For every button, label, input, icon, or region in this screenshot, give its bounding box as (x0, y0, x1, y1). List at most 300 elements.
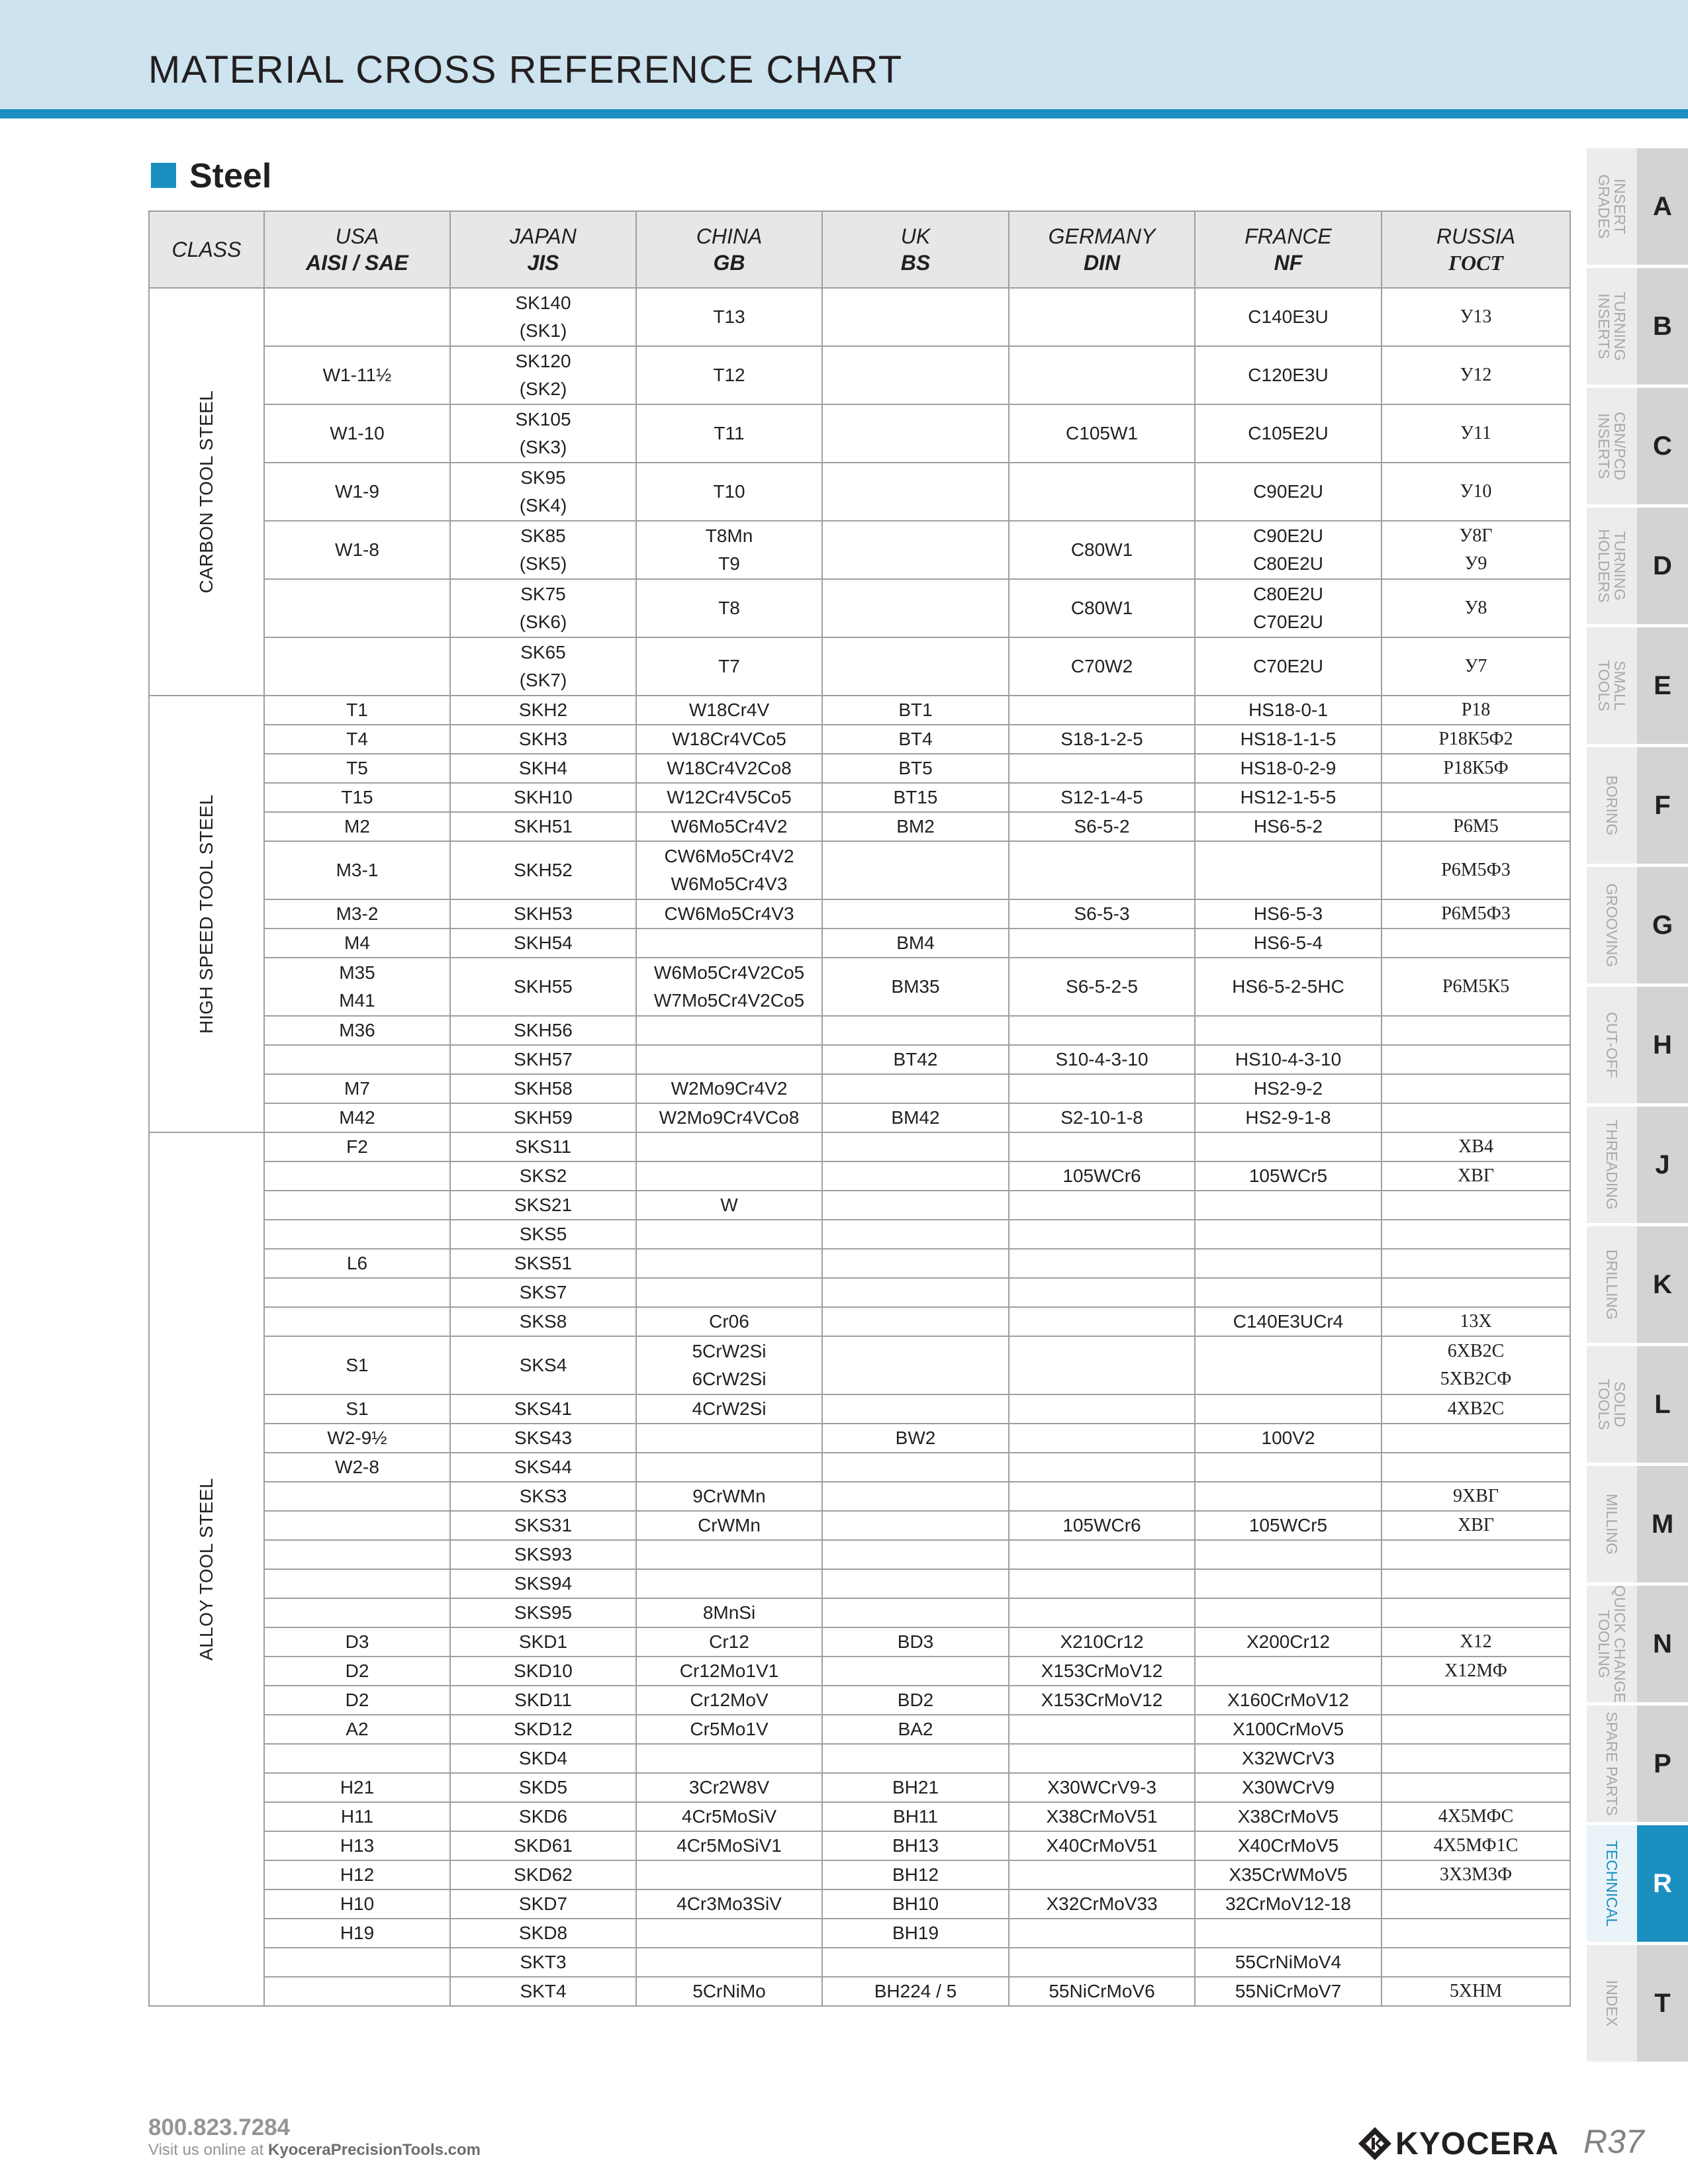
tab-t[interactable] (1587, 1945, 1688, 2062)
table-cell: T11 (636, 404, 822, 463)
tab-label: TURNING INSERTS (1595, 291, 1628, 361)
table-cell: W18Cr4V (636, 696, 822, 725)
table-cell (1195, 1453, 1382, 1482)
class-cell (149, 288, 264, 696)
table-cell: BT4 (822, 725, 1009, 754)
tab-h[interactable] (1587, 987, 1688, 1103)
tab-a[interactable] (1587, 148, 1688, 265)
tab-label: TURNING HOLDERS (1595, 529, 1628, 603)
table-cell (1009, 1307, 1195, 1336)
table-cell: SKH59 (450, 1103, 636, 1132)
table-cell: W1-10 (264, 404, 450, 463)
tab-text-area (1587, 1945, 1637, 2062)
table-cell: T13 (636, 288, 822, 346)
table-cell: M7 (264, 1074, 450, 1103)
tab-c[interactable] (1587, 388, 1688, 504)
table-row (149, 1540, 1570, 1569)
cross-reference-table-wrap (148, 210, 1571, 2007)
tab-text-area (1587, 388, 1637, 504)
table-cell: C70E2U (1195, 637, 1382, 696)
tab-text-area (1587, 1226, 1637, 1343)
table-cell (264, 1744, 450, 1773)
table-row (149, 1161, 1570, 1191)
table-cell (264, 1161, 450, 1191)
table-cell: W2-9½ (264, 1424, 450, 1453)
table-cell: W18Cr4V2Co8 (636, 754, 822, 783)
table-cell: HS18-0-2-9 (1195, 754, 1382, 783)
table-cell (1009, 1569, 1195, 1598)
table-cell: BM35 (822, 958, 1009, 1016)
table-cell (636, 1132, 822, 1161)
column-country: UK (900, 224, 931, 248)
table-cell: X38CrMoV5 (1195, 1802, 1382, 1831)
table-cell: BM42 (822, 1103, 1009, 1132)
table-cell: SKH3 (450, 725, 636, 754)
table-cell (636, 958, 822, 1016)
table-cell (1382, 1569, 1570, 1598)
table-cell: BH19 (822, 1919, 1009, 1948)
table-cell: SKH2 (450, 696, 636, 725)
table-cell: SKS31 (450, 1511, 636, 1540)
table-cell: SKD7 (450, 1889, 636, 1919)
table-cell: M3-2 (264, 899, 450, 929)
table-cell (450, 404, 636, 463)
table-cell (1009, 1540, 1195, 1569)
column-country: JAPAN (510, 224, 577, 248)
class-cell (149, 1132, 264, 2006)
tab-label: SPARE PARTS (1603, 1711, 1620, 1816)
table-cell (450, 346, 636, 404)
table-cell: HS2-9-2 (1195, 1074, 1382, 1103)
table-cell (636, 1860, 822, 1889)
table-cell (636, 1919, 822, 1948)
cell-line: T9 (718, 553, 740, 574)
table-cell (822, 1744, 1009, 1773)
tab-letter: N (1637, 1586, 1688, 1702)
table-cell (264, 1482, 450, 1511)
table-cell (1382, 1278, 1570, 1307)
tab-label: TECHNICAL (1603, 1840, 1620, 1927)
table-cell (1382, 783, 1570, 812)
column-header (1009, 211, 1195, 288)
table-cell: У13 (1382, 288, 1570, 346)
table-cell: Р6М5Ф3 (1382, 841, 1570, 899)
table-cell: 8MnSi (636, 1598, 822, 1627)
table-cell: S2-10-1-8 (1009, 1103, 1195, 1132)
table-row (149, 1598, 1570, 1627)
table-cell (822, 404, 1009, 463)
table-cell: Р6М5К5 (1382, 958, 1570, 1016)
table-cell: BT15 (822, 783, 1009, 812)
table-cell (264, 1948, 450, 1977)
table-cell: X153CrMoV12 (1009, 1657, 1195, 1686)
tab-l[interactable] (1587, 1346, 1688, 1463)
table-cell (822, 899, 1009, 929)
column-standard: ГОСТ (1448, 251, 1503, 275)
table-cell: C80W1 (1009, 579, 1195, 637)
table-cell: У10 (1382, 463, 1570, 521)
header-rule (0, 109, 1688, 118)
table-cell (1195, 579, 1382, 637)
table-cell: L6 (264, 1249, 450, 1278)
table-cell (636, 1045, 822, 1074)
table-cell (636, 1278, 822, 1307)
column-header (1195, 211, 1382, 288)
table-cell (450, 288, 636, 346)
table-cell: 9CrWMn (636, 1482, 822, 1511)
tab-letter: A (1637, 148, 1688, 265)
kyocera-logo-mark-icon (1357, 2126, 1393, 2161)
table-cell: У7 (1382, 637, 1570, 696)
table-cell: 105WCr5 (1195, 1511, 1382, 1540)
column-header (636, 211, 822, 288)
cell-line: M41 (339, 990, 375, 1011)
table-cell (822, 1453, 1009, 1482)
table-cell: C90E2U (1195, 463, 1382, 521)
table-cell: BM2 (822, 812, 1009, 841)
table-cell (1195, 521, 1382, 579)
cross-reference-table (148, 210, 1571, 2007)
column-standard: GB (713, 251, 745, 275)
cell-line: W6Mo5Cr4V3 (671, 874, 788, 894)
table-row (149, 754, 1570, 783)
table-header (149, 211, 1570, 288)
table-cell: BW2 (822, 1424, 1009, 1453)
table-cell: HS6-5-4 (1195, 929, 1382, 958)
table-cell (264, 1540, 450, 1569)
table-cell: 9ХВГ (1382, 1482, 1570, 1511)
footer-web-link[interactable]: KyoceraPrecisionTools.com (268, 2141, 481, 2159)
section-title: Steel (189, 157, 272, 195)
table-cell: T10 (636, 463, 822, 521)
table-cell (822, 1016, 1009, 1045)
table-cell: SKD8 (450, 1919, 636, 1948)
table-cell: S18-1-2-5 (1009, 725, 1195, 754)
table-row (149, 1627, 1570, 1657)
table-cell: CW6Mo5Cr4V3 (636, 899, 822, 929)
table-cell: X160CrMoV12 (1195, 1686, 1382, 1715)
table-cell: Р6М5 (1382, 812, 1570, 841)
table-cell: SKD11 (450, 1686, 636, 1715)
table-cell (822, 1191, 1009, 1220)
table-cell (822, 1394, 1009, 1424)
table-row (149, 1919, 1570, 1948)
table-row (149, 637, 1570, 696)
table-cell: 5CrNiMo (636, 1977, 822, 2006)
table-cell (1195, 1394, 1382, 1424)
cell-line: CW6Mo5Cr4V2 (664, 846, 794, 866)
table-cell (1009, 1336, 1195, 1394)
table-cell: T4 (264, 725, 450, 754)
table-cell (1382, 1919, 1570, 1948)
table-cell (1195, 1336, 1382, 1394)
table-row (149, 899, 1570, 929)
table-cell: SKS5 (450, 1220, 636, 1249)
table-row (149, 1336, 1570, 1394)
table-cell (1382, 1220, 1570, 1249)
table-cell: 4CrW2Si (636, 1394, 822, 1424)
table-row (149, 1249, 1570, 1278)
table-cell: SKH55 (450, 958, 636, 1016)
table-cell (1195, 1278, 1382, 1307)
table-cell: 3Х3М3Ф (1382, 1860, 1570, 1889)
tab-d[interactable] (1587, 508, 1688, 624)
table-row (149, 1569, 1570, 1598)
table-cell (1382, 1598, 1570, 1627)
table-cell (1382, 1540, 1570, 1569)
tab-label: QUICK CHANGE TOOLING (1595, 1585, 1628, 1703)
table-row (149, 812, 1570, 841)
tab-letter: C (1637, 388, 1688, 504)
table-cell (450, 579, 636, 637)
table-cell: C140E3UCr4 (1195, 1307, 1382, 1336)
tab-e[interactable] (1587, 627, 1688, 744)
table-cell (1009, 1016, 1195, 1045)
table-row (149, 1132, 1570, 1161)
table-cell (1009, 1394, 1195, 1424)
table-row (149, 1074, 1570, 1103)
cell-line: 6ХВ2С (1447, 1341, 1505, 1361)
column-header (1382, 211, 1570, 288)
table-cell: HS2-9-1-8 (1195, 1103, 1382, 1132)
table-cell: T15 (264, 783, 450, 812)
table-row (149, 1511, 1570, 1540)
table-cell: S6-5-2-5 (1009, 958, 1195, 1016)
tab-b[interactable] (1587, 268, 1688, 385)
table-cell: H11 (264, 1802, 450, 1831)
table-cell: SKS8 (450, 1307, 636, 1336)
cell-line: (SK4) (519, 495, 567, 516)
table-cell (1009, 1249, 1195, 1278)
table-cell: W2Mo9Cr4V2 (636, 1074, 822, 1103)
table-cell: Р6М5Ф3 (1382, 899, 1570, 929)
table-cell: BH11 (822, 1802, 1009, 1831)
table-cell (1009, 1715, 1195, 1744)
cell-line: SK120 (515, 351, 571, 371)
table-row (149, 1482, 1570, 1511)
table-cell (1195, 841, 1382, 899)
table-cell: T7 (636, 637, 822, 696)
tab-text-area (1587, 148, 1637, 265)
table-cell (1195, 1132, 1382, 1161)
tab-text-area (1587, 867, 1637, 983)
table-cell: HS6-5-3 (1195, 899, 1382, 929)
tab-text-area (1587, 268, 1637, 385)
table-cell: Cr12 (636, 1627, 822, 1657)
table-cell (1382, 1045, 1570, 1074)
cell-line: M35 (339, 962, 375, 983)
cell-line: SK75 (520, 584, 566, 604)
table-row (149, 1686, 1570, 1715)
table-cell: Р18К5Ф2 (1382, 725, 1570, 754)
class-cell (149, 696, 264, 1132)
table-cell: F2 (264, 1132, 450, 1161)
table-row (149, 346, 1570, 404)
column-standard: NF (1274, 251, 1303, 275)
cell-line: T8Mn (705, 525, 753, 546)
cell-line: SK105 (515, 409, 571, 430)
table-row (149, 841, 1570, 899)
table-row (149, 1860, 1570, 1889)
cell-line: W6Mo5Cr4V2Co5 (653, 962, 805, 983)
tab-letter: L (1637, 1346, 1688, 1463)
tab-text-area (1587, 508, 1637, 624)
table-cell (264, 1191, 450, 1220)
tab-n[interactable] (1587, 1586, 1688, 1702)
cell-line: SK140 (515, 293, 571, 313)
cell-line: C80E2U (1253, 553, 1323, 574)
table-row (149, 929, 1570, 958)
table-cell: 4ХВ2С (1382, 1394, 1570, 1424)
cell-line: У8Г (1459, 525, 1493, 546)
table-cell: 55NiCrMoV7 (1195, 1977, 1382, 2006)
table-cell (822, 1278, 1009, 1307)
table-row (149, 404, 1570, 463)
table-cell (636, 841, 822, 899)
table-cell: SKS95 (450, 1598, 636, 1627)
table-cell (822, 521, 1009, 579)
table-cell: BT5 (822, 754, 1009, 783)
table-cell: H10 (264, 1889, 450, 1919)
column-header (264, 211, 450, 288)
table-row (149, 1424, 1570, 1453)
table-cell: 105WCr6 (1009, 1511, 1195, 1540)
table-cell (1009, 1278, 1195, 1307)
table-cell: HS6-5-2-5HC (1195, 958, 1382, 1016)
table-cell: 3Cr2W8V (636, 1773, 822, 1802)
table-cell: 4Cr5MoSiV1 (636, 1831, 822, 1860)
table-cell: SKS2 (450, 1161, 636, 1191)
table-cell (264, 1045, 450, 1074)
table-row (149, 1191, 1570, 1220)
table-cell (264, 1598, 450, 1627)
table-cell (636, 1540, 822, 1569)
table-cell (264, 637, 450, 696)
table-cell (1195, 1598, 1382, 1627)
table-cell: HS12-1-5-5 (1195, 783, 1382, 812)
table-cell (822, 1161, 1009, 1191)
table-cell (822, 1948, 1009, 1977)
table-cell: SKT4 (450, 1977, 636, 2006)
cell-line: C90E2U (1253, 525, 1323, 546)
table-cell (1195, 1016, 1382, 1045)
tab-text-area (1587, 1466, 1637, 1582)
table-cell: H19 (264, 1919, 450, 1948)
tab-letter: F (1637, 747, 1688, 864)
table-cell: T5 (264, 754, 450, 783)
tab-label: CBN/PCD INSERTS (1595, 412, 1628, 480)
table-cell: BD3 (822, 1627, 1009, 1657)
table-cell (822, 1657, 1009, 1686)
table-row (149, 1307, 1570, 1336)
tab-label: SMALL TOOLS (1595, 660, 1628, 711)
class-label: CARBON TOOL STEEL (196, 390, 216, 594)
table-cell: X153CrMoV12 (1009, 1686, 1195, 1715)
tab-label: DRILLING (1603, 1249, 1620, 1320)
table-cell (822, 463, 1009, 521)
tab-label: MILLING (1603, 1493, 1620, 1555)
table-cell (1009, 1948, 1195, 1977)
tab-text-area (1587, 1825, 1637, 1942)
column-country: USA (335, 224, 379, 248)
table-cell: W6Mo5Cr4V2 (636, 812, 822, 841)
table-cell (636, 1336, 822, 1394)
table-cell (636, 1220, 822, 1249)
table-cell (264, 958, 450, 1016)
table-cell: W12Cr4V5Co5 (636, 783, 822, 812)
tab-g[interactable] (1587, 867, 1688, 983)
tab-letter: M (1637, 1466, 1688, 1582)
table-cell (264, 1220, 450, 1249)
tab-r[interactable] (1587, 1825, 1688, 1942)
section-tabs (1587, 148, 1688, 2065)
table-cell: SKH57 (450, 1045, 636, 1074)
table-cell (1382, 1016, 1570, 1045)
table-cell (822, 579, 1009, 637)
table-cell: M36 (264, 1016, 450, 1045)
table-cell: SKD5 (450, 1773, 636, 1802)
table-cell: HS10-4-3-10 (1195, 1045, 1382, 1074)
table-cell (1009, 1132, 1195, 1161)
tab-p[interactable] (1587, 1706, 1688, 1822)
table-cell: M3-1 (264, 841, 450, 899)
table-cell: SKS41 (450, 1394, 636, 1424)
table-cell: M4 (264, 929, 450, 958)
table-cell (1009, 1074, 1195, 1103)
table-cell: SKS51 (450, 1249, 636, 1278)
table-row (149, 1773, 1570, 1802)
table-cell (1009, 1919, 1195, 1948)
table-cell: 55NiCrMoV6 (1009, 1977, 1195, 2006)
tab-label: THREADING (1603, 1120, 1620, 1210)
table-cell (636, 1744, 822, 1773)
tab-label: CUT-OFF (1603, 1012, 1620, 1078)
table-cell: BD2 (822, 1686, 1009, 1715)
table-cell (822, 1074, 1009, 1103)
table-row (149, 1016, 1570, 1045)
cell-line: C70E2U (1253, 612, 1323, 632)
tab-k[interactable] (1587, 1226, 1688, 1343)
table-cell: W1-11½ (264, 346, 450, 404)
cell-line: 5ХВ2СФ (1440, 1369, 1512, 1389)
table-cell: S1 (264, 1394, 450, 1424)
tab-j[interactable] (1587, 1107, 1688, 1223)
table-cell: C120E3U (1195, 346, 1382, 404)
table-cell: X100CrMoV5 (1195, 1715, 1382, 1744)
table-cell (1382, 1191, 1570, 1220)
table-cell (1009, 1191, 1195, 1220)
table-cell: SKS21 (450, 1191, 636, 1220)
table-row (149, 1045, 1570, 1074)
tab-m[interactable] (1587, 1466, 1688, 1582)
table-cell: SKH52 (450, 841, 636, 899)
table-cell: 105WCr6 (1009, 1161, 1195, 1191)
tab-f[interactable] (1587, 747, 1688, 864)
kyocera-logo (1357, 2126, 1559, 2161)
table-cell: SKH56 (450, 1016, 636, 1045)
table-cell: W (636, 1191, 822, 1220)
table-cell (822, 1511, 1009, 1540)
table-cell: D3 (264, 1627, 450, 1657)
table-cell: Р18К5Ф (1382, 754, 1570, 783)
table-cell: W1-8 (264, 521, 450, 579)
tab-letter: R (1637, 1825, 1688, 1942)
table-cell: 100V2 (1195, 1424, 1382, 1453)
table-cell: SKD62 (450, 1860, 636, 1889)
table-cell: C105E2U (1195, 404, 1382, 463)
page-number: R37 (1583, 2123, 1644, 2160)
tab-text-area (1587, 987, 1637, 1103)
